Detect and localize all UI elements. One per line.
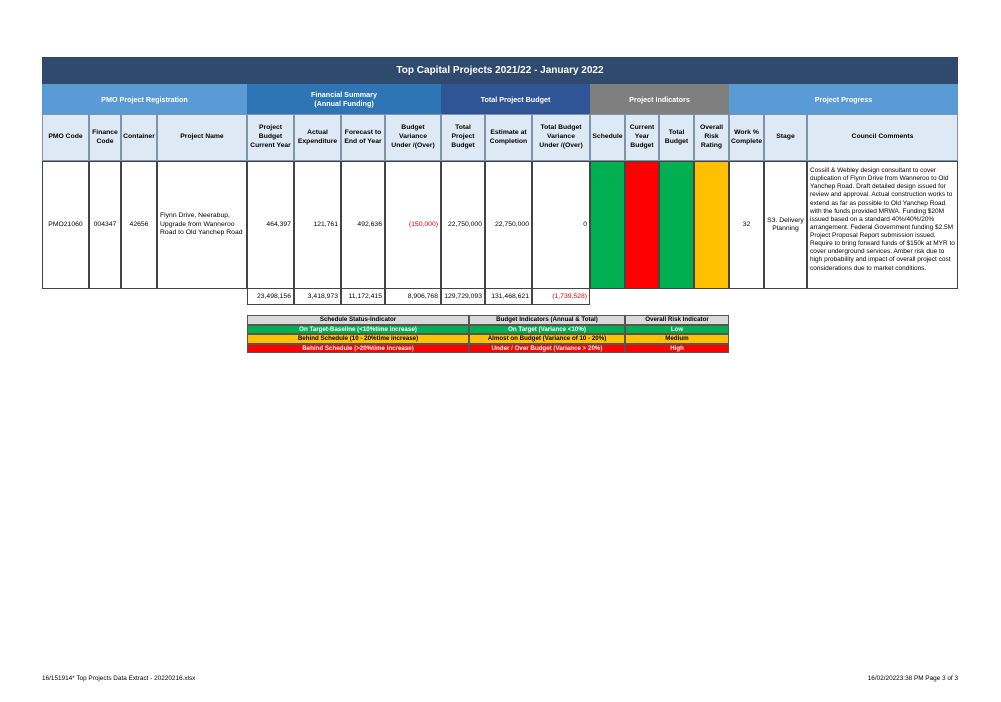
total-project-budget-cy: 23,498,156	[247, 289, 294, 305]
group-project-progress: Project Progress	[729, 84, 958, 114]
col-current-year-budget: Current Year Budget	[625, 114, 659, 161]
legend-budget-low: On Target (Variance <10%)	[469, 325, 625, 335]
legend-header-risk: Overall Risk Indicator	[625, 315, 729, 325]
col-schedule: Schedule	[590, 114, 625, 161]
legend-schedule-low: On Target-Baseline (<10%time increase)	[247, 325, 469, 335]
cell-council-comments: Cossill & Webley design consultant to cover duplication of Flynn Drive from Wanneroo to Old Yanchep Road. Draft detailed design issued for review and approval. Actual construction works to extend as far as possible to Old Yanchep Road with the funds provided MRWA. Funding $20M issued based on a standard 40%/40%/20% arrangement. Federal Government funding $2.5M Project Proposal Report submission issued. Require to bring forward funds of $150k at MYR to cover underground services. Amber risk due to high probability and impact of overall project cost considerations due to market conditions.	[807, 161, 958, 289]
legend-risk-high: High	[625, 344, 729, 354]
cell-forecast-eoy: 492,636	[341, 161, 385, 289]
total-forecast-eoy: 11,172,415	[341, 289, 385, 305]
footer-file-reference: 16/151914* Top Projects Data Extract - 20220216.xlsx	[42, 675, 196, 682]
col-work-complete: Work % Complete	[729, 114, 764, 161]
col-budget-variance: Budget Variance Under /(Over)	[385, 114, 441, 161]
col-pmo-code: PMO Code	[42, 114, 89, 161]
cell-pmo-code: PMO21060	[42, 161, 89, 289]
indicator-current-year-budget	[626, 162, 658, 288]
total-total-budget-variance: (1,739,528)	[532, 289, 590, 305]
cell-project-name: Flynn Drive, Neerabup, Upgrade from Wanneroo Road to Old Yanchep Road	[157, 161, 247, 289]
col-stage: Stage	[764, 114, 807, 161]
col-total-budget-variance: Total Budget Variance Under /(Over)	[532, 114, 590, 161]
legend-header-schedule: Schedule Status-Indicator	[247, 315, 469, 325]
col-finance-code: Finance Code	[89, 114, 121, 161]
cell-actual-expenditure: 121,761	[294, 161, 341, 289]
col-forecast-eoy: Forecast to End of Year	[341, 114, 385, 161]
cell-total-project-budget: 22,750,000	[441, 161, 485, 289]
total-budget-variance: 8,906,768	[385, 289, 441, 305]
cell-container: 42656	[121, 161, 157, 289]
legend-budget-medium: Almost on Budget (Variance of 10 - 20%)	[469, 334, 625, 344]
cell-estimate-completion: 22,750,000	[485, 161, 532, 289]
indicator-schedule	[591, 162, 624, 288]
footer-page-info: 16/02/20223:38 PM Page 3 of 3	[867, 675, 958, 682]
total-actual-expenditure: 3,418,973	[294, 289, 341, 305]
group-total-project-budget: Total Project Budget	[441, 84, 590, 114]
total-estimate-completion: 131,468,621	[485, 289, 532, 305]
col-estimate-completion: Estimate at Completion	[485, 114, 532, 161]
cell-total-budget-variance: 0	[532, 161, 590, 289]
report-title: Top Capital Projects 2021/22 - January 2022	[42, 57, 958, 84]
col-project-name: Project Name	[157, 114, 247, 161]
indicator-overall-risk	[695, 162, 728, 288]
cell-work-complete: 32	[729, 161, 764, 289]
col-total-budget: Total Budget	[659, 114, 694, 161]
col-total-project-budget: Total Project Budget	[441, 114, 485, 161]
legend-schedule-high: Behind Schedule (>20%time increase)	[247, 344, 469, 354]
col-actual-expenditure: Actual Expenditure	[294, 114, 341, 161]
group-project-indicators: Project Indicators	[590, 84, 729, 114]
cell-project-budget-cy: 464,397	[247, 161, 294, 289]
col-container: Container	[121, 114, 157, 161]
cell-finance-code: 004347	[89, 161, 121, 289]
indicator-total-budget	[660, 162, 693, 288]
legend-risk-medium: Medium	[625, 334, 729, 344]
col-council-comments: Council Comments	[807, 114, 958, 161]
cell-budget-variance: (150,000)	[385, 161, 441, 289]
col-overall-risk: Overall Risk Rating	[694, 114, 729, 161]
group-financial-summary: Financial Summary (Annual Funding)	[247, 84, 441, 114]
legend-budget-high: Under / Over Budget (Variance > 20%)	[469, 344, 625, 354]
cell-stage: S3. Delivery Planning	[764, 161, 807, 289]
legend-schedule-medium: Behind Schedule (10 - 20%time increase)	[247, 334, 469, 344]
legend-header-budget: Budget Indicators (Annual & Total)	[469, 315, 625, 325]
total-total-project-budget: 129,729,093	[441, 289, 485, 305]
group-pmo-registration: PMO Project Registration	[42, 84, 247, 114]
col-project-budget-cy: Project Budget Current Year	[247, 114, 294, 161]
legend-risk-low: Low	[625, 325, 729, 335]
